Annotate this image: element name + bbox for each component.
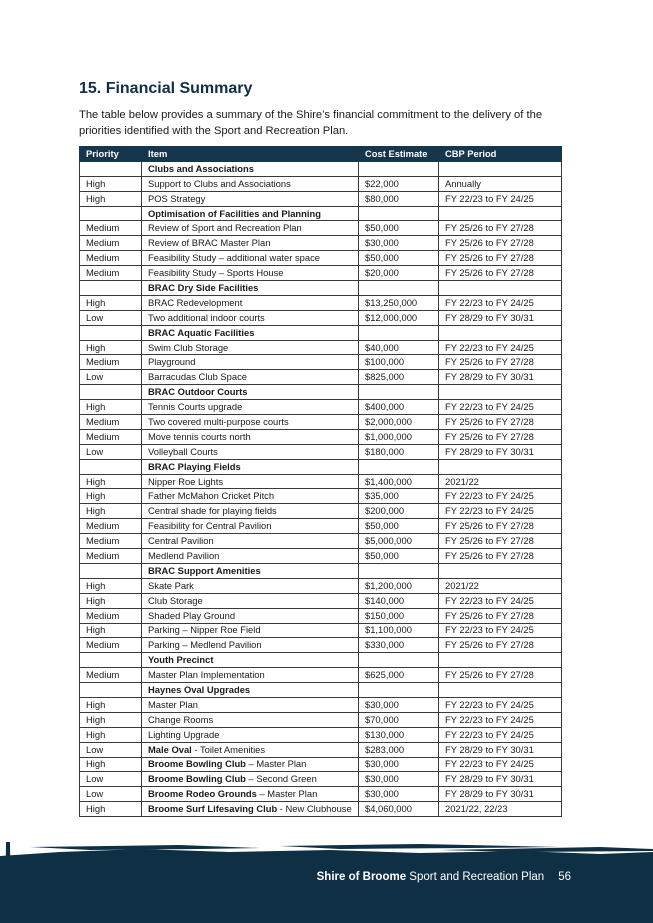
cell-item-detail: – Master Plan	[245, 758, 307, 770]
footer-brand: Shire of Broome	[316, 871, 407, 883]
cell-period: 2021/22	[439, 578, 562, 593]
cell-priority: High	[80, 191, 142, 206]
cell-period-empty	[439, 459, 562, 474]
cell-period-empty	[439, 683, 562, 698]
cell-cost: $130,000	[359, 727, 439, 742]
intro-paragraph: The table below provides a summary of the Shire’s financial commitment to the delivery of the priorities identified with the Sport and Recreation Plan.	[79, 109, 543, 137]
group-heading: Optimisation of Facilities and Planning	[142, 206, 359, 221]
cell-cost: $400,000	[359, 400, 439, 415]
cell-cost-empty	[359, 683, 439, 698]
table-row	[80, 712, 562, 727]
cell-period: FY 22/23 to FY 24/25	[439, 623, 562, 638]
cell-period-empty	[439, 563, 562, 578]
cell-item: Feasibility Study – additional water space	[142, 251, 359, 266]
cell-cost: $50,000	[359, 549, 439, 564]
group-heading: Clubs and Associations	[142, 161, 359, 176]
group-heading: BRAC Outdoor Courts	[142, 385, 359, 400]
cell-cost: $180,000	[359, 444, 439, 459]
cell-priority: Medium	[80, 251, 142, 266]
cell-priority-empty	[80, 161, 142, 176]
cell-cost: $1,200,000	[359, 578, 439, 593]
table-group-row	[80, 385, 562, 400]
cell-priority-empty	[80, 325, 142, 340]
cell-period-empty	[439, 653, 562, 668]
cell-period: FY 25/26 to FY 27/28	[439, 266, 562, 281]
cell-cost: $20,000	[359, 266, 439, 281]
cell-period: FY 28/29 to FY 30/31	[439, 370, 562, 385]
cell-period: FY 25/26 to FY 27/28	[439, 415, 562, 430]
cell-cost-empty	[359, 281, 439, 296]
cell-priority: Medium	[80, 668, 142, 683]
cell-cost: $825,000	[359, 370, 439, 385]
cell-priority: Medium	[80, 519, 142, 534]
cell-item: Parking – Medlend Pavilion	[142, 638, 359, 653]
table-row	[80, 727, 562, 742]
cell-item: Skate Park	[142, 578, 359, 593]
table-row	[80, 415, 562, 430]
cell-period: FY 22/23 to FY 24/25	[439, 697, 562, 712]
cell-priority: Low	[80, 310, 142, 325]
cell-item-detail: - New Clubhouse	[277, 803, 352, 815]
page-heading: 15. Financial Summary	[79, 80, 253, 97]
table-row	[80, 772, 562, 787]
cell-period: FY 22/23 to FY 24/25	[439, 712, 562, 727]
cell-item	[142, 742, 359, 757]
cell-item: Playground	[142, 355, 359, 370]
cell-item: Change Rooms	[142, 712, 359, 727]
table-row	[80, 519, 562, 534]
table-header-row	[80, 147, 562, 162]
cell-period-empty	[439, 281, 562, 296]
group-heading: BRAC Playing Fields	[142, 459, 359, 474]
cell-cost: $1,100,000	[359, 623, 439, 638]
cell-period-empty	[439, 385, 562, 400]
financial-summary-table	[79, 146, 562, 817]
cell-period: FY 25/26 to FY 27/28	[439, 668, 562, 683]
cell-cost: $13,250,000	[359, 295, 439, 310]
table-group-row	[80, 281, 562, 296]
cell-priority: High	[80, 623, 142, 638]
cell-item: Nipper Roe Lights	[142, 474, 359, 489]
cell-priority: High	[80, 727, 142, 742]
cell-cost: $12,000,000	[359, 310, 439, 325]
cell-item: Support to Clubs and Associations	[142, 176, 359, 191]
cell-item: Move tennis courts north	[142, 429, 359, 444]
column-header-cost: Cost Estimate	[359, 147, 439, 162]
table-group-row	[80, 683, 562, 698]
table-row	[80, 757, 562, 772]
cell-cost: $70,000	[359, 712, 439, 727]
cell-cost: $140,000	[359, 593, 439, 608]
table-group-row	[80, 653, 562, 668]
cell-item: Two covered multi-purpose courts	[142, 415, 359, 430]
table-row	[80, 221, 562, 236]
table-row	[80, 593, 562, 608]
cell-cost: $283,000	[359, 742, 439, 757]
cell-cost: $40,000	[359, 340, 439, 355]
cell-cost: $1,000,000	[359, 429, 439, 444]
table-row	[80, 191, 562, 206]
cell-item: Master Plan	[142, 697, 359, 712]
table-row	[80, 266, 562, 281]
cell-cost: $200,000	[359, 504, 439, 519]
cell-cost: $4,060,000	[359, 802, 439, 817]
table-group-row	[80, 325, 562, 340]
table-row	[80, 310, 562, 325]
cell-item: Central Pavilion	[142, 534, 359, 549]
cell-priority: High	[80, 176, 142, 191]
cell-cost-empty	[359, 385, 439, 400]
cell-priority: High	[80, 489, 142, 504]
cell-cost: $30,000	[359, 772, 439, 787]
table-row	[80, 236, 562, 251]
cell-cost: $1,400,000	[359, 474, 439, 489]
cell-item-detail: - Toilet Amenities	[191, 743, 266, 755]
cell-item: Parking – Nipper Roe Field	[142, 623, 359, 638]
cell-item: Father McMahon Cricket Pitch	[142, 489, 359, 504]
cell-period: 2021/22	[439, 474, 562, 489]
cell-period: FY 22/23 to FY 24/25	[439, 340, 562, 355]
cell-priority: Low	[80, 370, 142, 385]
cell-priority-empty	[80, 653, 142, 668]
table-row	[80, 504, 562, 519]
cell-priority: High	[80, 757, 142, 772]
cell-priority: High	[80, 593, 142, 608]
cell-priority: Low	[80, 787, 142, 802]
cell-priority: Medium	[80, 221, 142, 236]
cell-priority: Medium	[80, 429, 142, 444]
cell-item-venue: Broome Rodeo Grounds	[148, 788, 257, 800]
cell-period: FY 25/26 to FY 27/28	[439, 251, 562, 266]
table-row	[80, 668, 562, 683]
cell-priority: Medium	[80, 549, 142, 564]
cell-period: FY 25/26 to FY 27/28	[439, 355, 562, 370]
cell-period-empty	[439, 161, 562, 176]
cell-priority: Medium	[80, 266, 142, 281]
cell-item: Lighting Upgrade	[142, 727, 359, 742]
cell-period: FY 28/29 to FY 30/31	[439, 444, 562, 459]
cell-period: FY 22/23 to FY 24/25	[439, 489, 562, 504]
cell-item: POS Strategy	[142, 191, 359, 206]
cell-item: BRAC Redevelopment	[142, 295, 359, 310]
cell-period: FY 25/26 to FY 27/28	[439, 638, 562, 653]
table-row	[80, 429, 562, 444]
cell-priority: Low	[80, 444, 142, 459]
column-header-period: CBP Period	[439, 147, 562, 162]
cell-item: Review of Sport and Recreation Plan	[142, 221, 359, 236]
table-row	[80, 578, 562, 593]
cell-period: 2021/22, 22/23	[439, 802, 562, 817]
cell-cost: $50,000	[359, 519, 439, 534]
cell-cost-empty	[359, 161, 439, 176]
cell-priority: High	[80, 712, 142, 727]
cell-period: FY 22/23 to FY 24/25	[439, 295, 562, 310]
group-heading: BRAC Dry Side Facilities	[142, 281, 359, 296]
cell-item-venue: Broome Surf Lifesaving Club	[148, 803, 278, 815]
cell-priority: High	[80, 697, 142, 712]
cell-item: Volleyball Courts	[142, 444, 359, 459]
cell-cost: $50,000	[359, 251, 439, 266]
table-row	[80, 623, 562, 638]
cell-cost-empty	[359, 459, 439, 474]
cell-period: FY 28/29 to FY 30/31	[439, 310, 562, 325]
cell-cost: $625,000	[359, 668, 439, 683]
page-number: 56	[558, 871, 571, 883]
cell-period: FY 28/29 to FY 30/31	[439, 772, 562, 787]
cell-cost: $30,000	[359, 697, 439, 712]
cell-item-venue: Male Oval	[148, 743, 192, 755]
cell-period: FY 22/23 to FY 24/25	[439, 191, 562, 206]
cell-period: FY 25/26 to FY 27/28	[439, 429, 562, 444]
table-row	[80, 355, 562, 370]
group-heading: Youth Precinct	[142, 653, 359, 668]
cell-priority: Low	[80, 742, 142, 757]
table-row	[80, 608, 562, 623]
table-group-row	[80, 563, 562, 578]
cell-period: FY 25/26 to FY 27/28	[439, 519, 562, 534]
cell-priority: Medium	[80, 355, 142, 370]
cell-item: Review of BRAC Master Plan	[142, 236, 359, 251]
cell-priority: Medium	[80, 415, 142, 430]
table-row	[80, 474, 562, 489]
cell-cost: $30,000	[359, 236, 439, 251]
column-header-item: Item	[142, 147, 359, 162]
cell-period-empty	[439, 325, 562, 340]
cell-priority: High	[80, 474, 142, 489]
cell-cost: $100,000	[359, 355, 439, 370]
cell-priority-empty	[80, 206, 142, 221]
cell-priority-empty	[80, 683, 142, 698]
cell-item: Medlend Pavilion	[142, 549, 359, 564]
cell-item-detail: – Second Green	[245, 773, 317, 785]
cell-priority: High	[80, 504, 142, 519]
cell-item: Swim Club Storage	[142, 340, 359, 355]
table-group-row	[80, 459, 562, 474]
cell-cost: $150,000	[359, 608, 439, 623]
cell-item-venue: Broome Bowling Club	[148, 773, 246, 785]
cell-item: Club Storage	[142, 593, 359, 608]
cell-item	[142, 787, 359, 802]
group-heading: BRAC Support Amenities	[142, 563, 359, 578]
cell-cost: $330,000	[359, 638, 439, 653]
table-row	[80, 489, 562, 504]
cell-item: Feasibility for Central Pavilion	[142, 519, 359, 534]
table-row	[80, 549, 562, 564]
cell-cost: $2,000,000	[359, 415, 439, 430]
cell-period: FY 22/23 to FY 24/25	[439, 593, 562, 608]
cell-cost: $35,000	[359, 489, 439, 504]
cell-priority: Medium	[80, 236, 142, 251]
cell-item: Master Plan Implementation	[142, 668, 359, 683]
cell-item: Tennis Courts upgrade	[142, 400, 359, 415]
cell-period-empty	[439, 206, 562, 221]
cell-period: FY 22/23 to FY 24/25	[439, 757, 562, 772]
cell-priority: High	[80, 802, 142, 817]
cell-priority: Medium	[80, 638, 142, 653]
cell-period: FY 22/23 to FY 24/25	[439, 727, 562, 742]
cell-cost: $5,000,000	[359, 534, 439, 549]
cell-item-venue: Broome Bowling Club	[148, 758, 246, 770]
footer-title: Sport and Recreation Plan	[406, 871, 545, 883]
cell-period: FY 25/26 to FY 27/28	[439, 221, 562, 236]
group-heading: BRAC Aquatic Facilities	[142, 325, 359, 340]
table-row	[80, 370, 562, 385]
cell-priority: High	[80, 578, 142, 593]
table-body	[80, 161, 562, 816]
cell-priority-empty	[80, 281, 142, 296]
cell-item: Shaded Play Ground	[142, 608, 359, 623]
cell-item: Central shade for playing fields	[142, 504, 359, 519]
cell-priority: High	[80, 295, 142, 310]
table-group-row	[80, 206, 562, 221]
table-row	[80, 787, 562, 802]
table-row	[80, 340, 562, 355]
cell-priority: Medium	[80, 534, 142, 549]
cell-cost: $30,000	[359, 787, 439, 802]
cell-item	[142, 772, 359, 787]
table-row	[80, 251, 562, 266]
cell-item: Barracudas Club Space	[142, 370, 359, 385]
table-row	[80, 802, 562, 817]
cell-period: FY 25/26 to FY 27/28	[439, 236, 562, 251]
table-row	[80, 534, 562, 549]
table-row	[80, 400, 562, 415]
cell-cost: $30,000	[359, 757, 439, 772]
cell-period: FY 22/23 to FY 24/25	[439, 400, 562, 415]
cell-period: FY 28/29 to FY 30/31	[439, 787, 562, 802]
cell-priority-empty	[80, 385, 142, 400]
table-row	[80, 444, 562, 459]
cell-item: Two additional indoor courts	[142, 310, 359, 325]
table-row	[80, 295, 562, 310]
cell-priority: High	[80, 340, 142, 355]
table-row	[80, 176, 562, 191]
cell-cost: $80,000	[359, 191, 439, 206]
table-row	[80, 697, 562, 712]
table-row	[80, 742, 562, 757]
cell-cost: $22,000	[359, 176, 439, 191]
cell-item	[142, 757, 359, 772]
page-footer	[0, 842, 653, 923]
cell-period: FY 22/23 to FY 24/25	[439, 504, 562, 519]
group-heading: Haynes Oval Upgrades	[142, 683, 359, 698]
cell-period: FY 25/26 to FY 27/28	[439, 549, 562, 564]
cell-period: FY 28/29 to FY 30/31	[439, 742, 562, 757]
cell-item-detail: – Master Plan	[256, 788, 318, 800]
cell-period: FY 25/26 to FY 27/28	[439, 534, 562, 549]
footer-caption	[317, 871, 571, 883]
cell-period: FY 25/26 to FY 27/28	[439, 608, 562, 623]
cell-cost-empty	[359, 653, 439, 668]
cell-item: Feasibility Study – Sports House	[142, 266, 359, 281]
cell-cost-empty	[359, 563, 439, 578]
column-header-priority: Priority	[80, 147, 142, 162]
cell-item	[142, 802, 359, 817]
cell-cost: $50,000	[359, 221, 439, 236]
cell-priority: Low	[80, 772, 142, 787]
table-row	[80, 638, 562, 653]
cell-priority-empty	[80, 563, 142, 578]
cell-priority-empty	[80, 459, 142, 474]
cell-period: Annually	[439, 176, 562, 191]
cell-priority: High	[80, 400, 142, 415]
cell-cost-empty	[359, 325, 439, 340]
table-group-row	[80, 161, 562, 176]
cell-priority: Medium	[80, 608, 142, 623]
cell-cost-empty	[359, 206, 439, 221]
